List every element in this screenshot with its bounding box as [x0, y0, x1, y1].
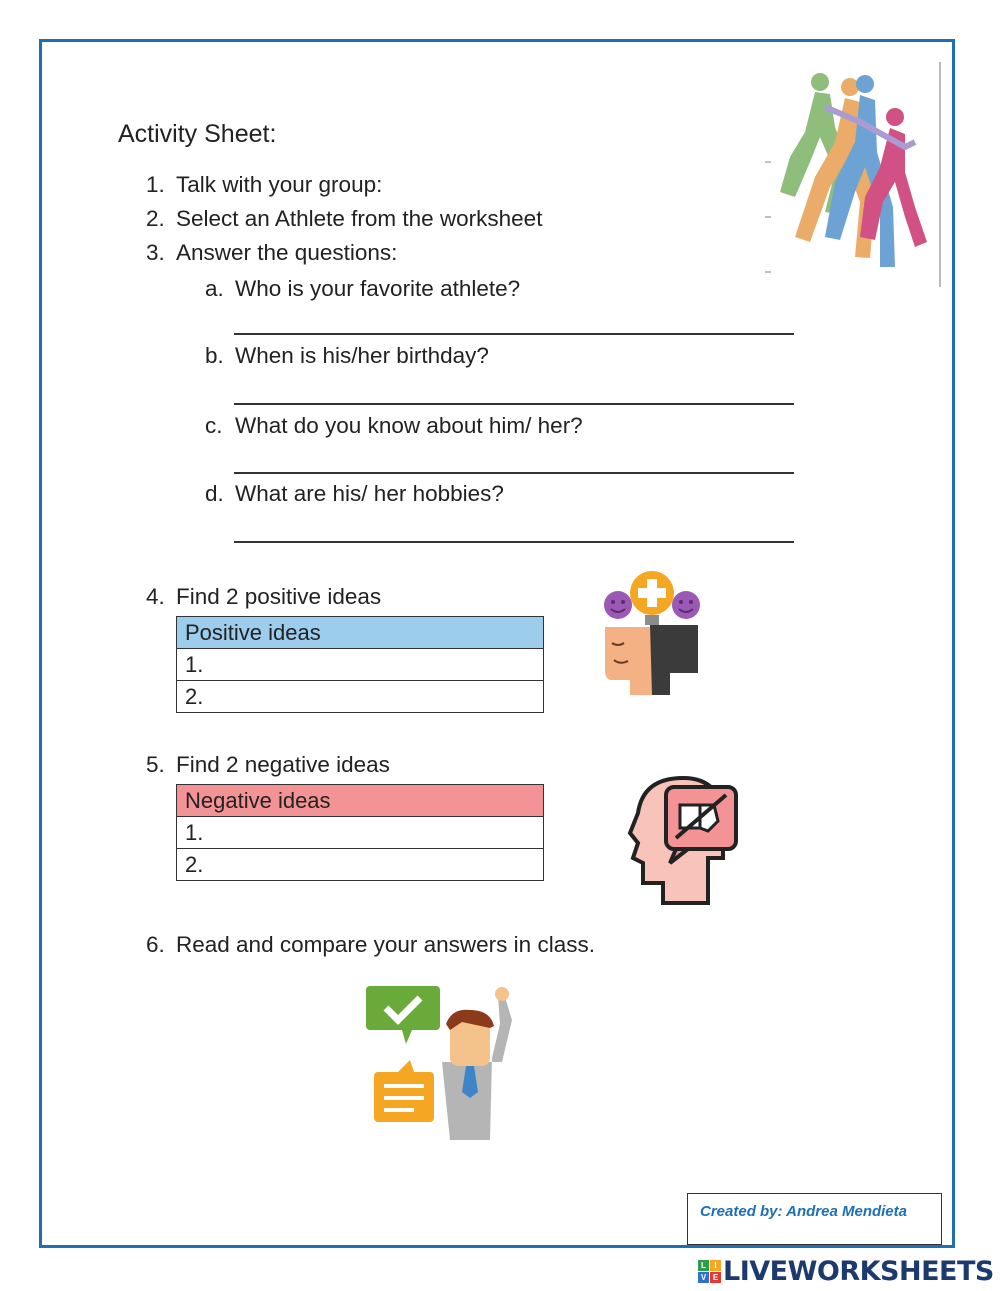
step-5 — [146, 752, 390, 778]
question-text: What are his/ her hobbies? — [235, 481, 504, 506]
live-blocks-icon: L I V E — [698, 1260, 721, 1283]
negative-idea-row-2[interactable]: 2. — [177, 849, 544, 881]
answer-line-d[interactable] — [234, 541, 794, 543]
question-text: Who is your favorite athlete? — [235, 276, 521, 301]
question-letter: d. — [205, 481, 224, 506]
step-number: 5. — [146, 752, 165, 777]
step-number: 3. — [146, 240, 165, 265]
page-title: Activity Sheet: — [118, 120, 277, 148]
step-6 — [146, 932, 595, 958]
question-letter: c. — [205, 413, 223, 438]
question-text: When is his/her birthday? — [235, 343, 489, 368]
positive-idea-row-2[interactable]: 2. — [177, 681, 544, 713]
step-text: Talk with your group: — [176, 172, 383, 197]
negative-ideas-header: Negative ideas — [177, 785, 544, 817]
step-text: Read and compare your answers in class. — [176, 932, 595, 957]
answer-line-a[interactable] — [234, 333, 794, 335]
question-b — [205, 343, 489, 369]
question-d — [205, 481, 504, 507]
positive-ideas-header: Positive ideas — [177, 617, 544, 649]
step-number: 6. — [146, 932, 165, 957]
step-text: Select an Athlete from the worksheet — [176, 206, 543, 231]
answer-line-b[interactable] — [234, 403, 794, 405]
step-text: Answer the questions: — [176, 240, 398, 265]
step-text: Find 2 positive ideas — [176, 584, 382, 609]
positive-mind-icon — [590, 565, 720, 700]
credit-box: Created by: Andrea Mendieta — [687, 1193, 942, 1245]
liveworksheets-logo — [698, 1256, 994, 1286]
question-letter: a. — [205, 276, 224, 301]
question-text: What do you know about him/ her? — [235, 413, 583, 438]
step-number: 2. — [146, 206, 165, 231]
negative-idea-row-1[interactable]: 1. — [177, 817, 544, 849]
positive-ideas-table — [176, 616, 544, 713]
question-a — [205, 276, 520, 302]
question-c — [205, 413, 583, 439]
runners-illustration — [765, 62, 945, 287]
step-text: Find 2 negative ideas — [176, 752, 390, 777]
step-4 — [146, 584, 381, 610]
negative-ideas-table — [176, 784, 544, 881]
step-3 — [146, 240, 397, 266]
negative-mind-icon — [618, 773, 743, 908]
class-discussion-illustration — [362, 980, 527, 1140]
positive-idea-row-1[interactable]: 1. — [177, 649, 544, 681]
brand-text: LIVEWORKSHEETS — [723, 1255, 994, 1287]
step-number: 1. — [146, 172, 165, 197]
answer-line-c[interactable] — [234, 472, 794, 474]
question-letter: b. — [205, 343, 224, 368]
step-number: 4. — [146, 584, 165, 609]
step-1 — [146, 172, 382, 198]
step-2 — [146, 206, 542, 232]
